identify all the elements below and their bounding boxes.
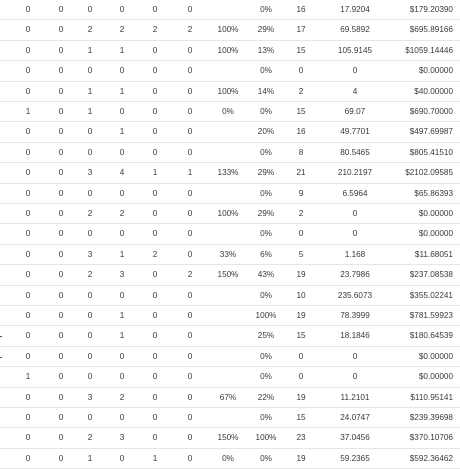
table-cell: 14% — [257, 86, 275, 96]
table-cell: 17 — [296, 25, 306, 35]
table-cell: $180.64539 — [409, 331, 453, 341]
table-cell: 0 — [187, 331, 193, 341]
table-row[interactable] — [0, 20, 460, 40]
table-cell: 0 — [58, 147, 64, 157]
table-cell: 0 — [152, 433, 158, 443]
table-cell: 1 — [87, 107, 93, 116]
table-cell: 1 — [87, 45, 93, 55]
table-cell: 19 — [296, 270, 306, 280]
table-cell: 16 — [296, 5, 306, 14]
table-cell: $237.08538 — [409, 270, 453, 280]
table-row[interactable] — [0, 306, 460, 326]
table-cell: 0 — [25, 127, 31, 137]
table-cell: 15 — [296, 413, 306, 422]
table-cell: 59.2365 — [340, 453, 370, 463]
table-cell: 0% — [260, 107, 272, 116]
table-cell: 0 — [152, 351, 158, 361]
table-cell: 0 — [58, 392, 64, 402]
table-cell: 0 — [187, 290, 193, 300]
table-cell: 0 — [152, 127, 158, 137]
table-row[interactable] — [0, 163, 460, 183]
table-cell: 1 — [87, 453, 93, 463]
table-cell: 0 — [58, 413, 64, 422]
table-cell: 5 — [298, 249, 304, 259]
table-cell: 1 — [25, 107, 31, 116]
table-cell: $690.70000 — [409, 107, 453, 116]
table-row[interactable] — [0, 61, 460, 81]
table-cell: 0% — [260, 351, 272, 361]
table-cell: 37.0456 — [340, 433, 370, 443]
table-cell: 0 — [187, 107, 193, 116]
table-cell: 0 — [187, 147, 193, 157]
table-cell: 0 — [187, 372, 193, 382]
table-cell — [205, 224, 251, 244]
table-row[interactable] — [0, 122, 460, 142]
table-cell: 0 — [119, 5, 125, 14]
table-cell: $805.41510 — [409, 147, 453, 157]
table-cell: 0 — [58, 372, 64, 382]
table-cell: 0 — [298, 372, 304, 382]
table-cell — [205, 0, 251, 20]
table-cell: 49.7701 — [340, 127, 370, 137]
table-cell: 0 — [152, 270, 158, 280]
table-cell: 0 — [119, 413, 125, 422]
table-cell: 0 — [25, 290, 31, 300]
table-cell: 0% — [260, 413, 272, 422]
table-cell: 1 — [25, 372, 31, 382]
table-cell: 0 — [25, 249, 31, 259]
table-row[interactable] — [0, 326, 460, 346]
table-row[interactable] — [0, 82, 460, 102]
table-cell: 69.07 — [344, 107, 366, 116]
table-cell: 3 — [87, 249, 93, 259]
table-row[interactable] — [0, 143, 460, 163]
table-row[interactable] — [0, 449, 460, 469]
table-row[interactable] — [0, 408, 460, 428]
table-cell — [205, 306, 251, 326]
table-cell: 235.6073 — [337, 290, 373, 300]
table-cell: 0 — [152, 209, 158, 218]
table-cell: 0 — [58, 270, 64, 280]
table-cell: 2 — [187, 25, 193, 35]
table-cell: $497.69987 — [409, 127, 453, 137]
table-cell: 0 — [119, 147, 125, 157]
table-cell: 0 — [152, 331, 158, 341]
table-cell: 0 — [25, 188, 31, 198]
table-cell: 4 — [352, 86, 358, 96]
table-cell: 29% — [257, 209, 275, 218]
table-cell: 100% — [217, 25, 239, 35]
table-cell: 0 — [187, 5, 193, 14]
table-cell: 6.5964 — [342, 188, 368, 198]
table-cell: $2102.09585 — [405, 168, 453, 178]
table-cell: 0 — [87, 127, 93, 137]
table-cell: $65.86393 — [414, 188, 453, 198]
table-cell: 0% — [260, 290, 272, 300]
table-cell: 0 — [119, 372, 125, 382]
table-cell: 0 — [25, 25, 31, 35]
table-cell: 0 — [58, 249, 64, 259]
table-row[interactable] — [0, 428, 460, 448]
table-cell: $781.59923 — [409, 311, 453, 320]
table-cell: 0 — [25, 270, 31, 280]
table-row[interactable] — [0, 224, 460, 244]
table-cell: 2 — [187, 270, 193, 280]
table-row[interactable] — [0, 102, 460, 122]
table-cell: 0 — [25, 86, 31, 96]
table-cell: 0 — [25, 209, 31, 218]
table-cell: 0 — [352, 351, 358, 361]
table-cell: $110.95141 — [410, 392, 453, 402]
table-cell: 0 — [298, 229, 304, 239]
table-cell — [205, 122, 251, 142]
table-cell: $239.39698 — [409, 413, 453, 422]
table-cell: $695.89166 — [409, 25, 453, 35]
table-row[interactable] — [0, 245, 460, 265]
table-cell: 0 — [25, 147, 31, 157]
table-cell: 0 — [58, 45, 64, 55]
table-cell: 2 — [87, 25, 93, 35]
table-cell: 0 — [87, 331, 93, 341]
table-cell: 2 — [152, 249, 158, 259]
table-cell: 0 — [152, 372, 158, 382]
table-cell: 0% — [222, 453, 234, 463]
table-cell: 0 — [152, 392, 158, 402]
table-cell: 0 — [87, 5, 93, 14]
table-cell: 100% — [217, 86, 239, 96]
table-cell: 0 — [187, 209, 193, 218]
table-cell: 0% — [260, 453, 272, 463]
table-cell: 67% — [219, 392, 237, 402]
table-cell — [205, 61, 251, 81]
table-cell: 0 — [58, 188, 64, 198]
table-cell: 25% — [257, 331, 275, 341]
table-cell: 2 — [119, 209, 125, 218]
table-row[interactable] — [0, 388, 460, 408]
table-cell: 0 — [58, 311, 64, 320]
table-cell: 2 — [152, 25, 158, 35]
table-cell: 0 — [58, 290, 64, 300]
table-cell — [205, 367, 251, 387]
table-cell: $0.00000 — [418, 229, 453, 239]
table-cell — [205, 286, 251, 306]
table-cell: 210.2197 — [337, 168, 373, 178]
table-cell: 0 — [152, 229, 158, 239]
table-row[interactable] — [0, 184, 460, 204]
table-cell: 15 — [296, 107, 306, 116]
table-cell: 2 — [87, 433, 93, 443]
table-cell: 0 — [352, 209, 358, 218]
table-cell: 0 — [119, 66, 125, 76]
table-cell: 0 — [119, 188, 125, 198]
table-cell: 0 — [87, 311, 93, 320]
table-cell: 13% — [257, 45, 275, 55]
table-cell: 15 — [296, 45, 306, 55]
table-cell: 0 — [58, 66, 64, 76]
table-cell: 11.2101 — [340, 392, 370, 402]
table-cell: 0 — [187, 188, 193, 198]
table-cell: 0 — [87, 372, 93, 382]
table-cell: 29% — [257, 25, 275, 35]
table-cell: $40.00000 — [414, 86, 453, 96]
table-cell: 9 — [298, 188, 304, 198]
table-cell: $592.36462 — [409, 453, 453, 463]
table-cell: 0 — [352, 66, 358, 76]
table-cell: 0 — [152, 147, 158, 157]
table-cell: 23 — [296, 433, 306, 443]
table-cell: 100% — [255, 433, 277, 443]
table-cell: $11.68051 — [414, 249, 453, 259]
table-cell: 100% — [255, 311, 277, 320]
table-cell: 8 — [298, 147, 304, 157]
table-cell: 150% — [217, 433, 239, 443]
table-cell: 1 — [119, 311, 125, 320]
table-cell: 4 — [119, 168, 125, 178]
table-cell: 0 — [152, 311, 158, 320]
table-cell: 19 — [296, 392, 306, 402]
table-cell: 21 — [296, 168, 306, 178]
table-cell: 0 — [152, 66, 158, 76]
table-row[interactable] — [0, 41, 460, 61]
table-cell: 0 — [58, 107, 64, 116]
table-cell: $0.00000 — [418, 351, 453, 361]
table-cell: 0 — [152, 5, 158, 14]
table-cell: 22% — [257, 392, 275, 402]
table-cell: 18.1846 — [340, 331, 370, 341]
table-cell: 3 — [87, 168, 93, 178]
table-cell: 0 — [87, 147, 93, 157]
table-cell: 0 — [298, 66, 304, 76]
table-cell: 0 — [119, 107, 125, 116]
table-cell: 0 — [152, 413, 158, 422]
table-cell: $0.00000 — [418, 209, 453, 218]
table-cell — [205, 143, 251, 163]
table-cell: 43% — [257, 270, 275, 280]
table-cell: 0 — [187, 433, 193, 443]
table-cell: 0 — [58, 351, 64, 361]
table-cell: 0 — [58, 25, 64, 35]
table-cell: 3 — [87, 392, 93, 402]
row-edge-mark — [0, 336, 2, 337]
table-cell: 0 — [58, 5, 64, 14]
table-cell: 0 — [25, 66, 31, 76]
table-cell: 0 — [25, 453, 31, 463]
table-cell: 17.9204 — [340, 5, 370, 14]
table-cell: 0 — [58, 331, 64, 341]
table-cell: 0 — [187, 86, 193, 96]
table-cell: 1 — [119, 249, 125, 259]
table-cell: $0.00000 — [418, 66, 453, 76]
table-cell: 0 — [58, 168, 64, 178]
table-cell: 100% — [217, 45, 239, 55]
table-cell: 0 — [187, 413, 193, 422]
table-cell: 0 — [298, 351, 304, 361]
table-cell: 0% — [222, 107, 234, 116]
table-cell — [205, 408, 251, 428]
table-cell: 0 — [58, 453, 64, 463]
table-cell: 16 — [296, 127, 306, 137]
table-cell: 0 — [187, 45, 193, 55]
table-row[interactable] — [0, 286, 460, 306]
table-cell: 0% — [260, 188, 272, 198]
table-row[interactable] — [0, 0, 460, 20]
table-cell: 0 — [58, 209, 64, 218]
table-cell: 0 — [87, 413, 93, 422]
table-cell: 0 — [58, 433, 64, 443]
table-cell: 0 — [152, 290, 158, 300]
table-cell: 0 — [25, 229, 31, 239]
table-cell: 0 — [187, 66, 193, 76]
table-cell: 0 — [87, 351, 93, 361]
table-cell: 69.5892 — [340, 25, 370, 35]
table-cell: 2 — [298, 86, 304, 96]
table-cell: 0% — [260, 229, 272, 239]
table-cell: 1.168 — [344, 249, 366, 259]
table-cell: 3 — [119, 433, 125, 443]
table-row[interactable] — [0, 265, 460, 285]
table-cell: 0 — [25, 168, 31, 178]
table-cell: 23.7986 — [340, 270, 370, 280]
table-cell: 0 — [58, 86, 64, 96]
table-cell: 0 — [25, 413, 31, 422]
table-cell: 100% — [217, 209, 239, 218]
table-cell: 0 — [25, 45, 31, 55]
table-cell — [205, 347, 251, 367]
table-cell: 0 — [87, 229, 93, 239]
table-cell: 1 — [119, 127, 125, 137]
table-cell: 1 — [119, 331, 125, 341]
table-cell: 1 — [152, 168, 158, 178]
table-cell: 19 — [296, 453, 306, 463]
table-cell: 0 — [187, 392, 193, 402]
table-cell: 24.0747 — [340, 413, 370, 422]
table-cell: 2 — [298, 209, 304, 218]
table-cell: 2 — [87, 270, 93, 280]
table-cell: 0% — [260, 66, 272, 76]
table-cell: 1 — [152, 453, 158, 463]
table-row[interactable] — [0, 204, 460, 224]
table-cell: 78.3999 — [340, 311, 370, 320]
table-cell: 0 — [119, 351, 125, 361]
table-cell: 105.9145 — [337, 45, 373, 55]
table-cell: 15 — [296, 331, 306, 341]
table-cell: 1 — [87, 86, 93, 96]
table-cell: $0.00000 — [418, 372, 453, 382]
table-cell: 0 — [25, 433, 31, 443]
table-cell: 0 — [187, 351, 193, 361]
table-cell: 0 — [25, 311, 31, 320]
table-row[interactable] — [0, 367, 460, 387]
table-cell: 0 — [187, 249, 193, 259]
table-cell: 0 — [87, 290, 93, 300]
table-cell: 6% — [260, 249, 272, 259]
table-cell: 19 — [296, 311, 306, 320]
table-cell: 29% — [257, 168, 275, 178]
table-cell: 0 — [187, 311, 193, 320]
table-cell: 0 — [119, 290, 125, 300]
table-cell: 0% — [260, 147, 272, 157]
table-cell: 20% — [257, 127, 275, 137]
table-cell: 0 — [25, 392, 31, 402]
table-cell: 3 — [119, 270, 125, 280]
table-cell: $179.20390 — [409, 5, 453, 14]
table-cell: 1 — [119, 45, 125, 55]
table-cell: 150% — [217, 270, 239, 280]
table-cell: 0 — [119, 229, 125, 239]
table-cell: 0% — [260, 372, 272, 382]
table-cell — [205, 326, 251, 346]
table-cell: 0 — [187, 229, 193, 239]
table-cell: 0 — [58, 127, 64, 137]
table-cell: 0 — [119, 453, 125, 463]
table-cell: 0 — [87, 188, 93, 198]
row-edge-mark — [0, 357, 2, 358]
table-cell: 0 — [58, 229, 64, 239]
table-cell: 0 — [352, 372, 358, 382]
table-row[interactable] — [0, 347, 460, 367]
table-cell: 0 — [352, 229, 358, 239]
table-cell: 0 — [25, 351, 31, 361]
table-cell: 0 — [187, 453, 193, 463]
table-cell: 2 — [119, 392, 125, 402]
table-cell: 0 — [152, 107, 158, 116]
table-cell — [205, 184, 251, 204]
table-cell: 0 — [25, 331, 31, 341]
table-cell: 10 — [296, 290, 306, 300]
table-cell: $370.10706 — [409, 433, 453, 443]
table-cell: 33% — [219, 249, 237, 259]
table-cell: 0% — [260, 5, 272, 14]
table-cell: 80.5465 — [340, 147, 370, 157]
table-cell: 0 — [152, 188, 158, 198]
table-cell: 1 — [187, 168, 193, 178]
table-cell: 2 — [87, 209, 93, 218]
table-cell: 0 — [152, 45, 158, 55]
table-cell: 0 — [25, 5, 31, 14]
table-cell: 2 — [119, 25, 125, 35]
table-cell: 1 — [119, 86, 125, 96]
table-cell: $355.02241 — [409, 290, 453, 300]
table-cell: 0 — [152, 86, 158, 96]
table-cell: 133% — [217, 168, 239, 178]
table-cell: $1059.14446 — [405, 45, 453, 55]
table-cell: 0 — [87, 66, 93, 76]
table-cell: 0 — [187, 127, 193, 137]
